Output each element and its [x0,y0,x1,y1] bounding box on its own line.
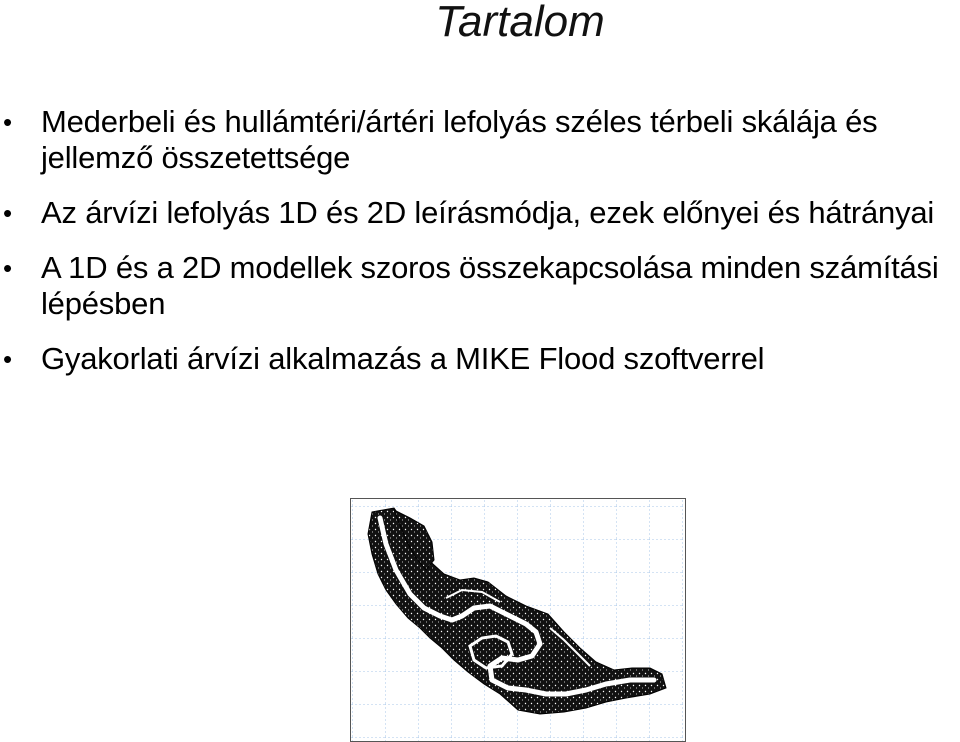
bullet-icon: • [3,253,12,283]
bullet-item [0,341,960,377]
bullet-icon: • [3,107,12,137]
bullet-icon: • [3,198,12,228]
slide-title: Tartalom [435,0,605,46]
bullet-icon: • [3,344,12,374]
bullet-text: Mederbeli és hullámtéri/ártéri lefolyás széles térbeli skálája és jellemző összetettsége [41,104,878,175]
bullet-item [0,250,960,322]
bullet-item [0,195,960,231]
bullet-list [0,104,960,396]
bullet-item [0,104,960,176]
bullet-text: A 1D és a 2D modellek szoros összekapcsolása minden számítási lépésben [41,250,939,321]
bullet-text: Gyakorlati árvízi alkalmazás a MIKE Flood szoftverrel [41,341,765,376]
floodplain-mesh-figure [350,498,686,742]
bullet-text: Az árvízi lefolyás 1D és 2D leírásmódja, ezek előnyei és hátrányai [41,195,935,230]
mesh-image [350,498,686,742]
